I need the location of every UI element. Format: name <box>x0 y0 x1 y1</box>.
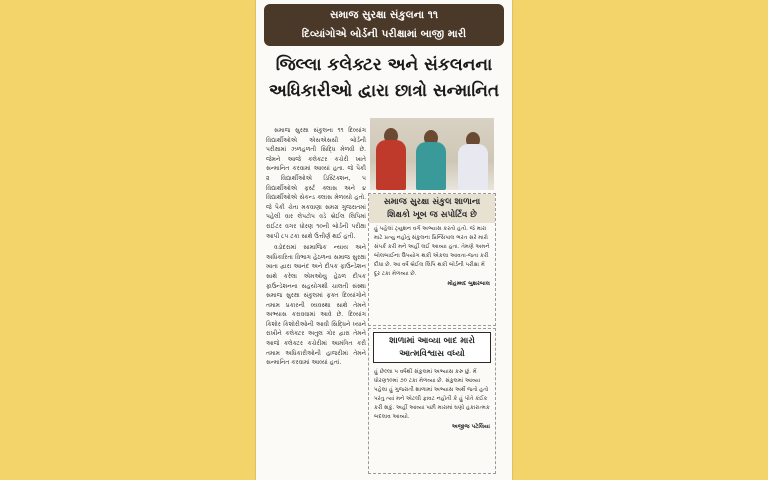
quote-1-byline: મોહમ્મદ બુશરબાલ <box>447 281 490 287</box>
headline-line-2: અધિકારીઓ દ્વારા છાત્રો સન્માનિત <box>268 81 500 101</box>
banner-line-1: સમાજ સુરક્ષા સંકુલના ૧૧ <box>329 9 439 21</box>
article-body <box>266 126 366 476</box>
quote-1-title <box>369 194 495 223</box>
newspaper-clipping <box>256 0 512 480</box>
quote-2-byline: અજીજ પટેલિયા <box>451 424 490 430</box>
quote-2-title <box>373 332 491 363</box>
quote-1-title-line-2: શિક્ષકો ખૂબ જ સપોર્ટિવ છે <box>387 210 477 220</box>
student-2 <box>416 142 446 190</box>
banner-line-2: દિવ્યાંગોએ બોર્ડની પરીક્ષામાં બાજી મારી <box>301 28 467 40</box>
student-1 <box>376 140 406 190</box>
headline <box>262 52 506 104</box>
quote-1-body: હું પહેલાં ટ્યુશન વર્ગ અભ્યાસ કરતો હતો. જે મારા માટે પ્રત્યુ નહોતું સંકુલના પ્રિન્સિપાલ ભરત સરે મારો સંપર્ક કરી મને અહીં લઈ આવ્યા હતા. તેમણે અમને બોલબાઈના ઉપયોગ થકી એકલા આવતા-જતા કરી દીધા છે. આ વર્ષે બ્રેઈલ લિપિ થકી બોર્ડની પરીક્ષા મેં દૂર ટકા મેળવ્યા છે. <box>374 226 490 277</box>
headline-line-1: જિલ્લા કલેક્ટર અને સંકલનના <box>275 55 493 75</box>
quote-1-title-line-1: સમાજ સુરક્ષા સંકુલ શાળાના <box>383 197 481 207</box>
quote-2-title-line-2: આત્મવિશ્વાસ વધ્યો <box>399 349 465 359</box>
quote-box-2 <box>368 328 496 474</box>
top-banner <box>264 4 504 46</box>
article-paragraph-1: સમાજ સુરક્ષા સંકુલના ૧૧ દિવ્યાંગ વિદ્યાર્થીઓએ એસએસસી બોર્ડની પરીક્ષામાં ઝળહળતી સિદ્ધિ મેળવી છે. જેમને આજે કલેક્ટર કચેરી ખાતે સન્માનિત કરવામાં આવ્યાં હતા. જે પૈકી ૨ વિદ્યાર્થીઓએ ડિસ્ટિંક્શન, ૫ વિદ્યાર્થીઓએ ફર્સ્ટ ક્લાસ અને ૪ વિદ્યાર્થીઓએ સેકન્ડ ક્લાસ મેળવ્યો હતો. જે પૈકી ચેતા મકવાણા સમગ્ર ગુજરાતમાં પહેલી વાર લેપટોપ વડે બ્રેઈલ લિપિમાં રાઈટર વગર ધોરણ ૧૦ની બોર્ડની પરીક્ષા આપી ૮૫ ટકા સાથે ઉત્તીર્ણ થઈ હતી. <box>266 127 366 240</box>
quote-2-body: હું છેલ્લા ૫ વર્ષથી સંકુલમાં અભ્યાસ કરુ છું. મેં ધોરણ૧૦માં ૭૦ ટકા મેળવ્યા છે. સંકુલમાં આવ્યા પહેલા હું ગુજરાતી શાળામાં અભ્યાસ અર્થે જતો હતો પરંતુ ત્યાં મને એટલી ફાવટ નહોતી કે હું પોતે કંઈક કરી શકું. અહીં આવ્યા પછી મારામાં ઘણો હકારાત્મક બદલાવ આવ્યો. <box>374 369 490 420</box>
quote-2-title-line-1: શાળામાં આવ્યા બાદ મારો <box>389 336 475 346</box>
student-3 <box>458 144 488 190</box>
article-paragraph-2: વડોદરામાં સામાજિક ન્યાય અને અધિકારિતા વિભાગ હેઠળના સમાજ સુરક્ષા ખાતા દ્વારા આનંદ અને દીપક ફાઉન્ડેશન સાથે કરેલા એમઓયુ હેઠળ દીપક ફાઉન્ડેશનના સહયોગથી ચાલતી સંસ્થા સમાજ સુરક્ષા સંકુલમાં ફક્ત દિવ્યાંગોને તમામ પ્રકારની વ્યવસ્થા સાથે તેમને અભ્યાસ કરાવવામાં આવે છે. દિવ્યાંગ કિશોર કિશોરીઓની આવી સિદ્ધિને ધ્યાને રાખીને કલેક્ટર અતુલ ગોર દ્વારા તેમને આજે કલેક્ટર કચેરીમાં આમંત્રિત કરી તમામ અધિકારીઓની હાજરીમાં તેમને સન્માનિત કરવામાં આવ્યાં હતાં. <box>266 244 366 367</box>
students-photo <box>370 118 494 190</box>
quote-box-1 <box>368 193 496 326</box>
